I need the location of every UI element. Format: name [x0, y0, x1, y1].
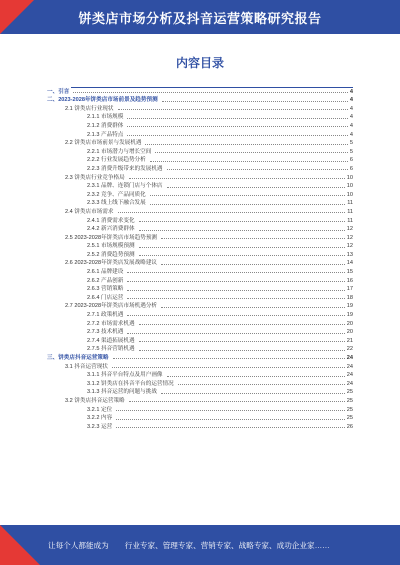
toc-entry[interactable] [47, 361, 353, 370]
toc-leader-dots [139, 341, 345, 342]
toc-entry-page: 25 [346, 415, 353, 422]
toc-entry-page: 22 [346, 346, 353, 353]
table-of-contents [47, 86, 353, 430]
toc-leader-dots [167, 376, 345, 377]
toc-entry-label: 2.2.2 行业发展趋势分析 [47, 155, 148, 163]
toc-entry-page: 5 [349, 140, 353, 147]
page-footer [0, 525, 400, 565]
footer-slogan-lead: 让每个人都能成为 [48, 541, 109, 550]
toc-leader-dots [127, 333, 344, 334]
toc-entry-page: 6 [349, 157, 353, 164]
toc-entry-label: 2.1.3 产品特点 [47, 130, 125, 138]
toc-entry[interactable] [47, 112, 353, 121]
toc-leader-dots [73, 92, 347, 93]
toc-entry-label: 2.7.2 市场需求机遇 [47, 319, 137, 327]
toc-entry-page: 10 [346, 191, 353, 198]
toc-entry-page: 16 [346, 277, 353, 284]
toc-leader-dots [139, 247, 345, 248]
toc-entry[interactable] [47, 284, 353, 293]
toc-entry-label: 2.2.1 市场潜力与增长空间 [47, 147, 153, 155]
toc-entry[interactable] [47, 413, 353, 422]
toc-entry[interactable] [47, 103, 353, 112]
toc-entry-page: 4 [349, 88, 353, 95]
toc-entry-label: 2.7.4 渠道拓展机遇 [47, 336, 137, 344]
toc-entry[interactable] [47, 138, 353, 147]
toc-entry[interactable] [47, 327, 353, 336]
toc-entry[interactable] [47, 309, 353, 318]
toc-entry-page: 6 [349, 165, 353, 172]
toc-leader-dots [161, 238, 345, 239]
toc-leader-dots [116, 419, 345, 420]
toc-entry-label: 2.2.3 消费升级带来的发展机遇 [47, 164, 165, 172]
toc-entry-label: 3.2 饼类店抖音运营策略 [47, 396, 127, 404]
toc-leader-dots [116, 410, 345, 411]
toc-entry[interactable] [47, 318, 353, 327]
toc-entry-label: 2.6 2023-2028年饼类店发展战略建议 [47, 258, 159, 266]
toc-leader-dots [161, 307, 345, 308]
report-title: 饼类店市场分析及抖音运营策略研究报告 [78, 11, 322, 26]
toc-entry[interactable] [47, 120, 353, 129]
toc-entry-label: 3.1.1 抖音平台特点及用户画像 [47, 370, 165, 378]
toc-entry-page: 5 [349, 148, 353, 155]
toc-entry[interactable] [47, 172, 353, 181]
toc-entry-page: 10 [346, 183, 353, 190]
toc-entry[interactable] [47, 378, 353, 387]
toc-entry-page: 15 [346, 269, 353, 276]
toc-entry-label: 2.4.2 新兴消费群体 [47, 224, 137, 232]
toc-leader-dots [127, 290, 344, 291]
toc-entry-page: 25 [346, 389, 353, 396]
toc-entry[interactable] [47, 275, 353, 284]
toc-entry-label: 2.3 饼类店行业竞争格局 [47, 173, 127, 181]
toc-leader-dots [127, 118, 348, 119]
toc-entry-page: 26 [346, 423, 353, 430]
toc-entry-label: 2.1 饼类店行业现状 [47, 104, 116, 112]
toc-entry-page: 17 [346, 286, 353, 293]
toc-entry-label: 2.1.1 市场规模 [47, 112, 125, 120]
toc-entry[interactable] [47, 232, 353, 241]
toc-entry-label: 2.5.2 消费趋势预测 [47, 250, 137, 258]
toc-entry-page: 4 [349, 105, 353, 112]
toc-entry[interactable] [47, 370, 353, 379]
toc-leader-dots [127, 272, 344, 273]
toc-entry[interactable] [47, 258, 353, 267]
toc-entry-page: 11 [347, 200, 353, 207]
toc-entry-page: 19 [346, 312, 353, 319]
toc-entry[interactable] [47, 335, 353, 344]
toc-entry-page: 24 [346, 380, 353, 387]
toc-entry-label: 2.3.2 竞争、产品同质化 [47, 190, 148, 198]
toc-entry-label: 2.5 2023-2028年饼类店市场趋势预测 [47, 233, 159, 241]
toc-leader-dots [129, 178, 345, 179]
toc-leader-dots [129, 401, 345, 402]
toc-entry[interactable] [47, 224, 353, 233]
toc-leader-dots [112, 367, 345, 368]
toc-entry[interactable] [47, 129, 353, 138]
toc-entry-page: 4 [349, 131, 353, 138]
toc-leader-dots [127, 281, 344, 282]
toc-leader-dots [145, 144, 347, 145]
toc-entry-page: 24 [346, 363, 353, 370]
toc-leader-dots [113, 358, 345, 359]
toc-entry-page: 20 [346, 329, 353, 336]
toc-leader-dots [118, 109, 348, 110]
toc-entry[interactable] [47, 395, 353, 404]
toc-entry-page: 12 [346, 243, 353, 250]
toc-entry[interactable] [47, 206, 353, 215]
toc-leader-dots [139, 324, 345, 325]
footer-red-corner [0, 525, 40, 565]
toc-entry[interactable] [47, 181, 353, 190]
toc-leader-dots [139, 350, 345, 351]
footer-slogan-tail: 行业专家、管理专家、营销专家、战略专家、成功企业家…… [124, 541, 330, 550]
toc-entry[interactable] [47, 163, 353, 172]
toc-entry-label: 3.2.3 运营 [47, 422, 114, 430]
footer-slogan [48, 540, 330, 551]
toc-entry[interactable] [47, 266, 353, 275]
toc-leader-dots [150, 204, 345, 205]
toc-entry[interactable] [47, 241, 353, 250]
toc-entry-page: 19 [346, 303, 353, 310]
toc-entry-label: 一、引言 [47, 88, 70, 95]
toc-entry-label: 2.5.1 市场规模预测 [47, 241, 137, 249]
toc-leader-dots [150, 195, 345, 196]
page-header [0, 0, 400, 34]
toc-entry[interactable] [47, 352, 353, 361]
toc-entry-page: 10 [346, 174, 353, 181]
toc-leader-dots [116, 427, 345, 428]
toc-entry-label: 3.2.2 内容 [47, 413, 114, 421]
toc-entry-label: 2.4.1 消费需求变化 [47, 216, 137, 224]
toc-entry-label: 2.6.2 产品创新 [47, 276, 125, 284]
toc-title: 内容目录 [175, 56, 224, 70]
toc-entry-label: 2.7.3 技术机遇 [47, 327, 125, 335]
toc-entry-label: 2.1.2 消费群体 [47, 121, 125, 129]
toc-entry-label: 3.2.1 定位 [47, 405, 114, 413]
toc-entry-label: 2.6.4 门店运营 [47, 293, 125, 301]
toc-leader-dots [161, 264, 345, 265]
toc-entry-label: 2.4 饼类店市场需求 [47, 207, 116, 215]
toc-entry[interactable] [47, 292, 353, 301]
toc-entry-page: 25 [346, 397, 353, 404]
toc-entry-label: 2.6.1 品牌建设 [47, 267, 125, 275]
toc-entry-page: 4 [349, 122, 353, 129]
toc-leader-dots [139, 255, 345, 256]
toc-entry-label: 2.2 饼类店市场前景与发展机遇 [47, 138, 143, 146]
toc-entry-page: 4 [349, 97, 353, 104]
toc-leader-dots [127, 315, 344, 316]
toc-leader-dots [139, 230, 345, 231]
toc-entry-page: 12 [346, 234, 353, 241]
toc-leader-dots [127, 126, 348, 127]
toc-entry-page: 21 [346, 337, 353, 344]
toc-entry-page: 18 [346, 294, 353, 301]
toc-entry-label: 3.1.2 饼类店在抖音平台的运营情况 [47, 379, 176, 387]
toc-entry-label: 2.7 2023-2028年饼类店市场机遇分析 [47, 301, 159, 309]
toc-entry-label: 3.1 抖音运营现状 [47, 362, 110, 370]
toc-entry[interactable] [47, 387, 353, 396]
toc-leader-dots [167, 169, 348, 170]
toc-leader-dots [155, 152, 348, 153]
toc-leader-dots [127, 135, 348, 136]
toc-leader-dots [139, 221, 346, 222]
toc-leader-dots [118, 212, 346, 213]
toc-entry[interactable] [47, 189, 353, 198]
toc-leader-dots [162, 101, 348, 102]
toc-entry[interactable] [47, 198, 353, 207]
toc-entry[interactable] [47, 86, 353, 95]
toc-leader-dots [150, 161, 348, 162]
toc-entry[interactable] [47, 404, 353, 413]
toc-entry[interactable] [47, 301, 353, 310]
toc-entry-label: 3.1.3 抖音运营的问题与挑战 [47, 387, 159, 395]
toc-entry-page: 11 [347, 217, 353, 224]
toc-entry-label: 三、饼类店抖音运营策略 [47, 355, 109, 361]
toc-leader-dots [127, 298, 344, 299]
toc-entry[interactable] [47, 249, 353, 258]
toc-entry-label: 2.6.3 营销策略 [47, 284, 125, 292]
toc-entry[interactable] [47, 215, 353, 224]
toc-leader-dots [178, 384, 345, 385]
toc-entry-page: 20 [346, 320, 353, 327]
toc-entry-page: 24 [346, 372, 353, 379]
toc-entry-page: 4 [349, 114, 353, 121]
toc-entry[interactable] [47, 95, 353, 104]
toc-leader-dots [161, 393, 345, 394]
toc-entry-page: 11 [347, 208, 353, 215]
toc-entry-label: 2.7.1 政策机遇 [47, 310, 125, 318]
toc-entry-label: 2.3.3 线上线下融合发展 [47, 198, 148, 206]
toc-entry[interactable] [47, 155, 353, 164]
toc-leader-dots [167, 187, 345, 188]
toc-entry-label: 二、2023-2028年饼类店市场前景及趋势预测 [47, 97, 158, 104]
toc-entry[interactable] [47, 344, 353, 353]
toc-entry-label: 2.7.5 抖音营销机遇 [47, 344, 137, 352]
toc-entry-page: 14 [346, 260, 353, 267]
toc-entry-label: 2.3.1 品牌、连锁门店与个体店 [47, 181, 165, 189]
toc-entry-page: 13 [346, 251, 353, 258]
toc-entry-page: 24 [346, 355, 353, 361]
toc-entry-page: 12 [346, 226, 353, 233]
toc-entry-page: 25 [346, 406, 353, 413]
toc-entry[interactable] [47, 146, 353, 155]
toc-entry[interactable] [47, 421, 353, 430]
